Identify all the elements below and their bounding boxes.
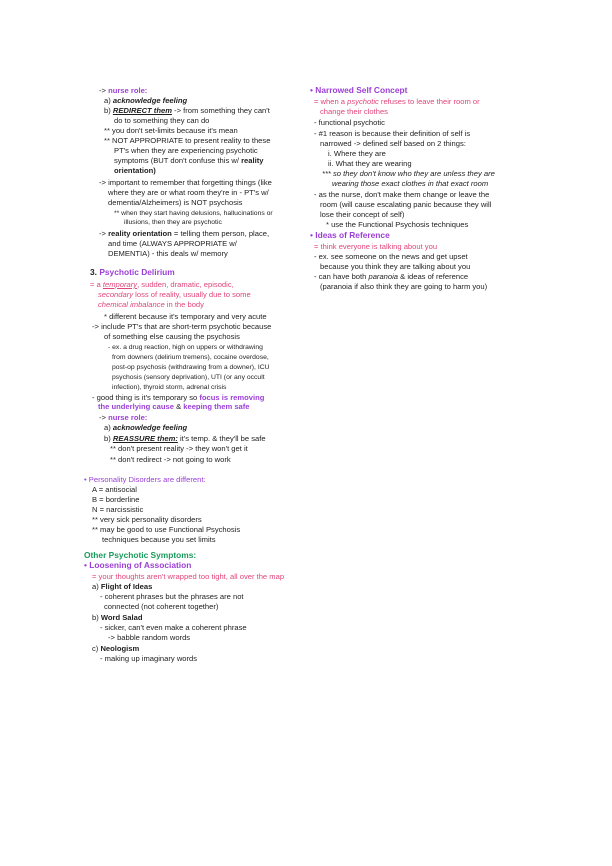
definition-line: = think everyone is talking about you (314, 242, 438, 251)
text-line: ** NOT APPROPRIATE to present reality to these (104, 136, 271, 145)
text-line: - functional psychotic (314, 118, 385, 127)
text-line: narrowed -> defined self based on 2 things: (320, 139, 466, 148)
text-line: ** very sick personality disorders (92, 515, 202, 524)
text-line: - can have both paranoia & ideas of reference (314, 272, 469, 281)
definition-line: = when a psychotic refuses to leave their room or (314, 97, 480, 106)
text-line: - sicker, can't even make a coherent phrase (100, 623, 247, 632)
nurse-role-heading: -> nurse role: (99, 413, 148, 422)
text-line: ii. What they are wearing (328, 159, 412, 168)
text-line: lose their concept of self) (320, 210, 405, 219)
definition-line: change their clothes (320, 107, 388, 116)
text-line: do to something they can do (114, 116, 210, 125)
nurse-role-heading: -> nurse role: (99, 86, 148, 95)
text-line: - ex. see someone on the news and get upset (314, 252, 468, 261)
text-line: dementia/Alzheimers) is NOT psychosis (108, 198, 243, 207)
text-line: (paranoia if also think they are going to harm you) (320, 282, 488, 291)
subheading-narrowed-self-concept: • Narrowed Self Concept (310, 85, 408, 95)
text-line: - #1 reason is because their definition of self is (314, 129, 471, 138)
text-line: A = antisocial (92, 485, 137, 494)
subheading-ideas-of-reference: • Ideas of Reference (310, 230, 390, 240)
text-line: -> important to remember that forgetting things (like (99, 178, 272, 187)
text-line: and time (ALWAYS APPROPRIATE w/ (108, 239, 237, 248)
text-line: N = narcissistic (92, 505, 144, 514)
text-line: - good thing is it's temporary so focus is removing (92, 393, 265, 402)
text-line: - ex. a drug reaction, high on uppers or withdrawing (108, 344, 263, 351)
text-line: the underlying cause & keeping them safe (98, 402, 250, 411)
list-item: b) Word Salad (92, 613, 143, 622)
section-heading-other-psychotic-symptoms: Other Psychotic Symptoms: (84, 550, 197, 560)
list-item: c) Neologism (92, 644, 140, 653)
definition-line: secondary loss of reality, usually due to some (98, 290, 251, 299)
text-line: - coherent phrases but the phrases are not (100, 592, 244, 601)
text-line: room (will cause escalating panic because they will (320, 200, 492, 209)
text-line: ** don't present reality -> they won't get it (110, 444, 248, 453)
list-item: a) Flight of Ideas (92, 582, 153, 591)
text-line: -> babble random words (108, 633, 191, 642)
text-line: - making up imaginary words (100, 654, 198, 663)
text-line: psychosis (sensory deprivation), UTI (or any occult (112, 374, 265, 381)
text-line: *** so they don't know who they are unless they are (322, 169, 495, 178)
definition-line: = a temporary, sudden, dramatic, episodic, (90, 280, 234, 289)
text-line: from downers (delirium tremens), cocaine overdose, (112, 354, 269, 361)
text-line: ** you don't set-limits because it's mean (104, 126, 238, 135)
text-line: ** don't redirect -> not going to work (110, 455, 231, 464)
nurse-role-item-b: b) REDIRECT them -> from something they can't (104, 106, 270, 115)
text-line: B = borderline (92, 495, 140, 504)
definition-line: chemical imbalance in the body (98, 300, 204, 309)
text-line: ** when they start having delusions, hallucinations or (114, 210, 273, 217)
text-line: connected (not coherent together) (104, 602, 219, 611)
text-line: symptoms (BUT don't confuse this w/ reality (114, 156, 264, 165)
nurse-role-item-a: a) acknowledge feeling (104, 423, 188, 432)
text-line: wearing those exact clothes in that exact room (332, 179, 489, 188)
reality-orientation-line: -> reality orientation = telling them person, place, (99, 229, 270, 238)
text-line: where they are or what room they're in - PT's w/ (108, 188, 269, 197)
personality-disorders-heading: • Personality Disorders are different: (84, 475, 206, 484)
text-line: ** may be good to use Functional Psychosis (92, 525, 241, 534)
text-line: because you think they are talking about you (320, 262, 471, 271)
text-line: * use the Functional Psychosis techniques (326, 220, 469, 229)
text-line: DEMENTIA) - this deals w/ memory (108, 249, 228, 258)
section-heading-psychotic-delirium: 3. Psychotic Delirium (90, 267, 175, 277)
text-line: i. Where they are (328, 149, 386, 158)
text-line: illusions, then they are psychotic (124, 219, 222, 226)
text-line: * different because it's temporary and very acute (104, 312, 267, 321)
text-line: -> include PT's that are short-term psychotic because (92, 322, 272, 331)
definition-line: = your thoughts aren't wrapped too tight, all over the map (92, 572, 285, 581)
nurse-role-item-b: b) REASSURE them: it's temp. & they'll be safe (104, 434, 266, 443)
text-line: infection), thyroid storm, adrenal crisis (112, 384, 227, 391)
text-line: of something else causing the psychosis (104, 332, 240, 341)
nurse-role-item-a: a) acknowledge feeling (104, 96, 188, 105)
text-line: - as the nurse, don't make them change or leave the (314, 190, 490, 199)
text-line: techniques because you set limits (102, 535, 216, 544)
text-line: PT's when they are experiencing psychotic (114, 146, 258, 155)
text-line: orientation) (114, 166, 156, 175)
text-line: post-op psychosis (withdrawing from a downer), ICU (112, 364, 270, 371)
subheading-loosening-of-association: • Loosening of Association (84, 560, 192, 570)
